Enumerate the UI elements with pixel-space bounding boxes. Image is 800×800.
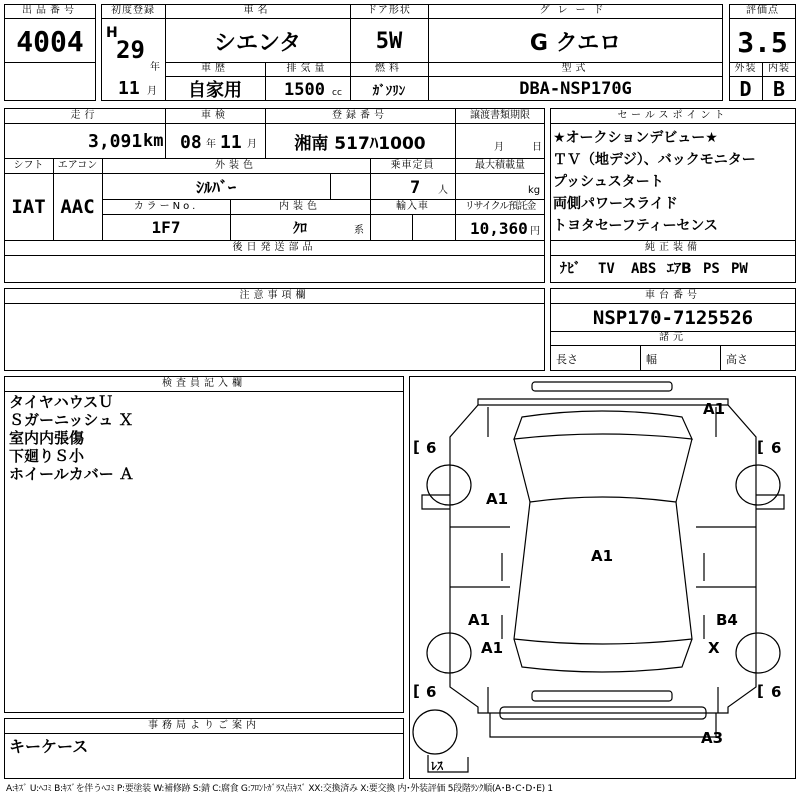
- spec-label: 諸元: [659, 332, 687, 343]
- import-label: 輸入車: [396, 201, 429, 212]
- mileage-label: 走行: [70, 110, 99, 121]
- yen-unit: 円: [530, 226, 540, 237]
- first-reg-label: 初度登録: [111, 5, 155, 16]
- inspector-note: ホイールカバー Ａ: [9, 465, 134, 483]
- aircon: AAC: [60, 196, 95, 218]
- lot-label: 出品番号: [22, 5, 78, 16]
- aircon-label: エアコン: [57, 160, 98, 171]
- first-reg-year: 29: [116, 36, 145, 64]
- legend: A:ｷｽﾞ U:ﾍｺﾐ B:ｷｽﾞを伴うﾍｺﾐ P:要塗装 W:補修跡 S:錆 C:腐食 G:ﾌﾛﾝﾄｶﾞﾗｽ点ｷｽﾞ XX:交換済み X:要交換 内･外装評価 5段階ﾗﾝｸ順(A･B･C･D･E) 1: [6, 784, 553, 794]
- score: 3.5: [737, 25, 788, 59]
- km-unit: km: [143, 131, 164, 151]
- width-label: 幅: [646, 353, 657, 366]
- model-label: 型式: [561, 63, 590, 74]
- tire-bracket: [: [757, 682, 764, 700]
- ext-grade: D: [739, 77, 752, 101]
- damage-mark: A1: [591, 547, 614, 565]
- lot-number: 4004: [16, 24, 84, 58]
- shift-label: シフト: [13, 160, 44, 171]
- damage-mark: A3: [701, 729, 724, 747]
- mileage: 3,091: [88, 131, 143, 152]
- sales-label: セールスポイント: [617, 110, 729, 121]
- chassis-number: NSP170-7125526: [592, 306, 754, 329]
- damage-mark: A1: [703, 400, 726, 418]
- int-color-unit: 系: [354, 225, 364, 236]
- plate-label: 登録番号: [332, 110, 388, 121]
- sales-point: トヨタセーフティーセンス: [553, 218, 718, 234]
- ext-color-label: 外装色: [215, 160, 257, 171]
- fuel-label: 燃料: [375, 63, 403, 74]
- damage-mark: X: [708, 639, 720, 657]
- spare-tire: ﾚｽ: [431, 759, 444, 773]
- displacement: 1500: [284, 80, 325, 100]
- tire-bracket: [: [757, 438, 764, 456]
- sales-point: ＴＶ（地デジ）、バックモニター: [553, 152, 756, 168]
- int-grade-label: 内装: [768, 63, 790, 74]
- notes-label: 注意事項欄: [239, 290, 310, 301]
- door-type: 5W: [375, 28, 403, 54]
- damage-diagram: [409, 376, 796, 779]
- int-color-label: 内装色: [279, 201, 321, 212]
- capacity-unit: 人: [438, 185, 448, 196]
- equipment-item: PW: [731, 261, 748, 277]
- tire-bracket: [: [413, 682, 420, 700]
- month-unit: 月: [147, 86, 157, 97]
- ext-color: ｼﾙﾊﾞｰ: [195, 178, 236, 197]
- int-color: ｸﾛ: [293, 220, 307, 237]
- inspection-year: 08: [180, 132, 202, 153]
- int-grade: B: [772, 77, 786, 101]
- era-mark: H: [106, 25, 118, 41]
- equipment-item: TV: [598, 261, 615, 277]
- car-name: シエンタ: [213, 30, 302, 56]
- shift: IAT: [11, 196, 46, 218]
- inspector-note: 室内内張傷: [9, 429, 85, 447]
- grade-label: グレード: [539, 5, 612, 16]
- car-outline: [410, 377, 797, 780]
- max-load-label: 最大積載量: [475, 160, 525, 171]
- sales-point: 両側パワースライド: [553, 196, 678, 212]
- score-label: 評価点: [746, 5, 779, 16]
- length-label: 長さ: [556, 353, 578, 366]
- chassis-label: 車台番号: [645, 290, 701, 301]
- plate-number: 湘南 517ﾊ1000: [294, 133, 426, 154]
- damage-mark: A1: [468, 611, 491, 629]
- inspection-month-unit: 月: [247, 139, 257, 150]
- damage-mark: B4: [716, 611, 738, 629]
- office-label: 事務局よりご案内: [148, 720, 260, 731]
- history-label: 車歴: [201, 63, 229, 74]
- car-name-label: 車名: [243, 5, 272, 16]
- transfer-day: 日: [532, 142, 542, 153]
- grade: G クエロ: [529, 30, 622, 56]
- inspection-label: 車検: [201, 110, 229, 121]
- tire-bracket: [: [413, 438, 420, 456]
- inspection-year-unit: 年: [206, 139, 216, 150]
- model-code: DBA-NSP170G: [519, 79, 632, 99]
- tire-depth: 6: [426, 439, 437, 457]
- tire-depth: 6: [426, 683, 437, 701]
- later-parts-label: 後日発送部品: [232, 242, 317, 253]
- damage-mark: A1: [486, 490, 509, 508]
- color-no: 1F7: [151, 218, 181, 237]
- inspector-note: タイヤハウスＵ: [9, 393, 114, 411]
- inspector-note: 下廻りＳ小: [9, 447, 85, 465]
- inspector-note: Ｓガーニッシュ Ｘ: [9, 411, 134, 429]
- damage-mark: A1: [481, 639, 504, 657]
- sales-point: ★オークションデビュー★: [553, 130, 718, 146]
- ext-grade-label: 外装: [734, 63, 757, 74]
- tire-depth: 6: [771, 439, 782, 457]
- capacity: 7: [410, 178, 421, 198]
- door-label: ドア形状: [367, 5, 411, 16]
- recycle-label: リサイクル預託金: [464, 201, 536, 212]
- inspection-month: 11: [220, 132, 242, 153]
- transfer-month: 月: [494, 142, 504, 153]
- color-no-label: カラーNo.: [133, 201, 199, 212]
- height-label: 高さ: [726, 353, 748, 366]
- equipment-item: ABS: [631, 261, 657, 277]
- equipment-item: ﾅﾋﾞ: [560, 261, 581, 277]
- equipment-label: 純正装備: [645, 242, 701, 253]
- history: 自家用: [188, 80, 242, 101]
- kg-unit: kg: [528, 185, 541, 196]
- inspector-label: 検査員記入欄: [162, 378, 246, 389]
- sales-point: プッシュスタート: [553, 174, 664, 190]
- transfer-label: 譲渡書類期限: [470, 110, 530, 121]
- displacement-label: 排気量: [286, 63, 329, 74]
- fuel: ｶﾞｿﾘﾝ: [372, 83, 406, 99]
- cc-unit: cc: [332, 88, 342, 98]
- office-note: キーケース: [9, 737, 89, 756]
- year-unit: 年: [150, 62, 160, 73]
- equipment-item: PS: [703, 261, 720, 277]
- first-reg-month: 11: [118, 78, 140, 99]
- tire-depth: 6: [771, 683, 782, 701]
- capacity-label: 乗車定員: [390, 160, 435, 171]
- recycle-fee: 10,360: [470, 219, 528, 238]
- equipment-item: ｴｱB: [667, 261, 692, 277]
